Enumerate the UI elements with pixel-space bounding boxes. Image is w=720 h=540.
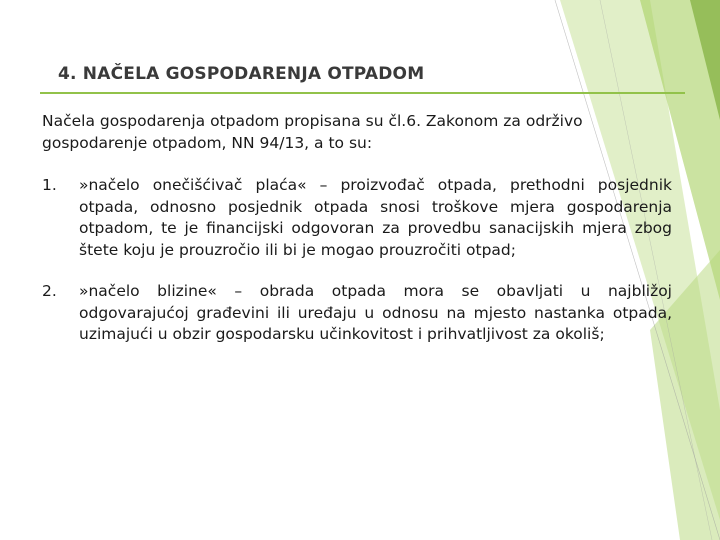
list-item-number: 1. — [42, 176, 57, 194]
list-item — [42, 281, 672, 346]
slide-title: 4. NAČELA GOSPODARENJA OTPADOM — [58, 64, 425, 84]
list-item-text: »načelo onečišćivač plaća« – proizvođač otpada, prethodni posjednik otpada, odnosno posjednik otpada snosi troškove mjera gospodarenja otpadom, te je financijski odgovoran za provedbu sanacijskih mjera zbog štete koju je prouzročio ili bi je mogao prouzročiti otpad; — [79, 176, 672, 259]
list-item-text: »načelo blizine« – obrada otpada mora se obavljati u najbližoj odgovarajućoj građevini ili uređaju u odnosu na mjesto nastanka otpada, uzimajući u obzir gospodarsku učinkovitost i prihvatljivost za okoliš; — [79, 282, 672, 343]
title-underline — [40, 92, 685, 94]
list-item-number: 2. — [42, 282, 57, 300]
intro-paragraph: Načela gospodarenja otpadom propisana su čl.6. Zakonom za održivo gospodarenje otpadom, NN 94/13, a to su: — [42, 112, 583, 152]
list-item — [42, 175, 672, 261]
slide-content — [42, 111, 672, 366]
